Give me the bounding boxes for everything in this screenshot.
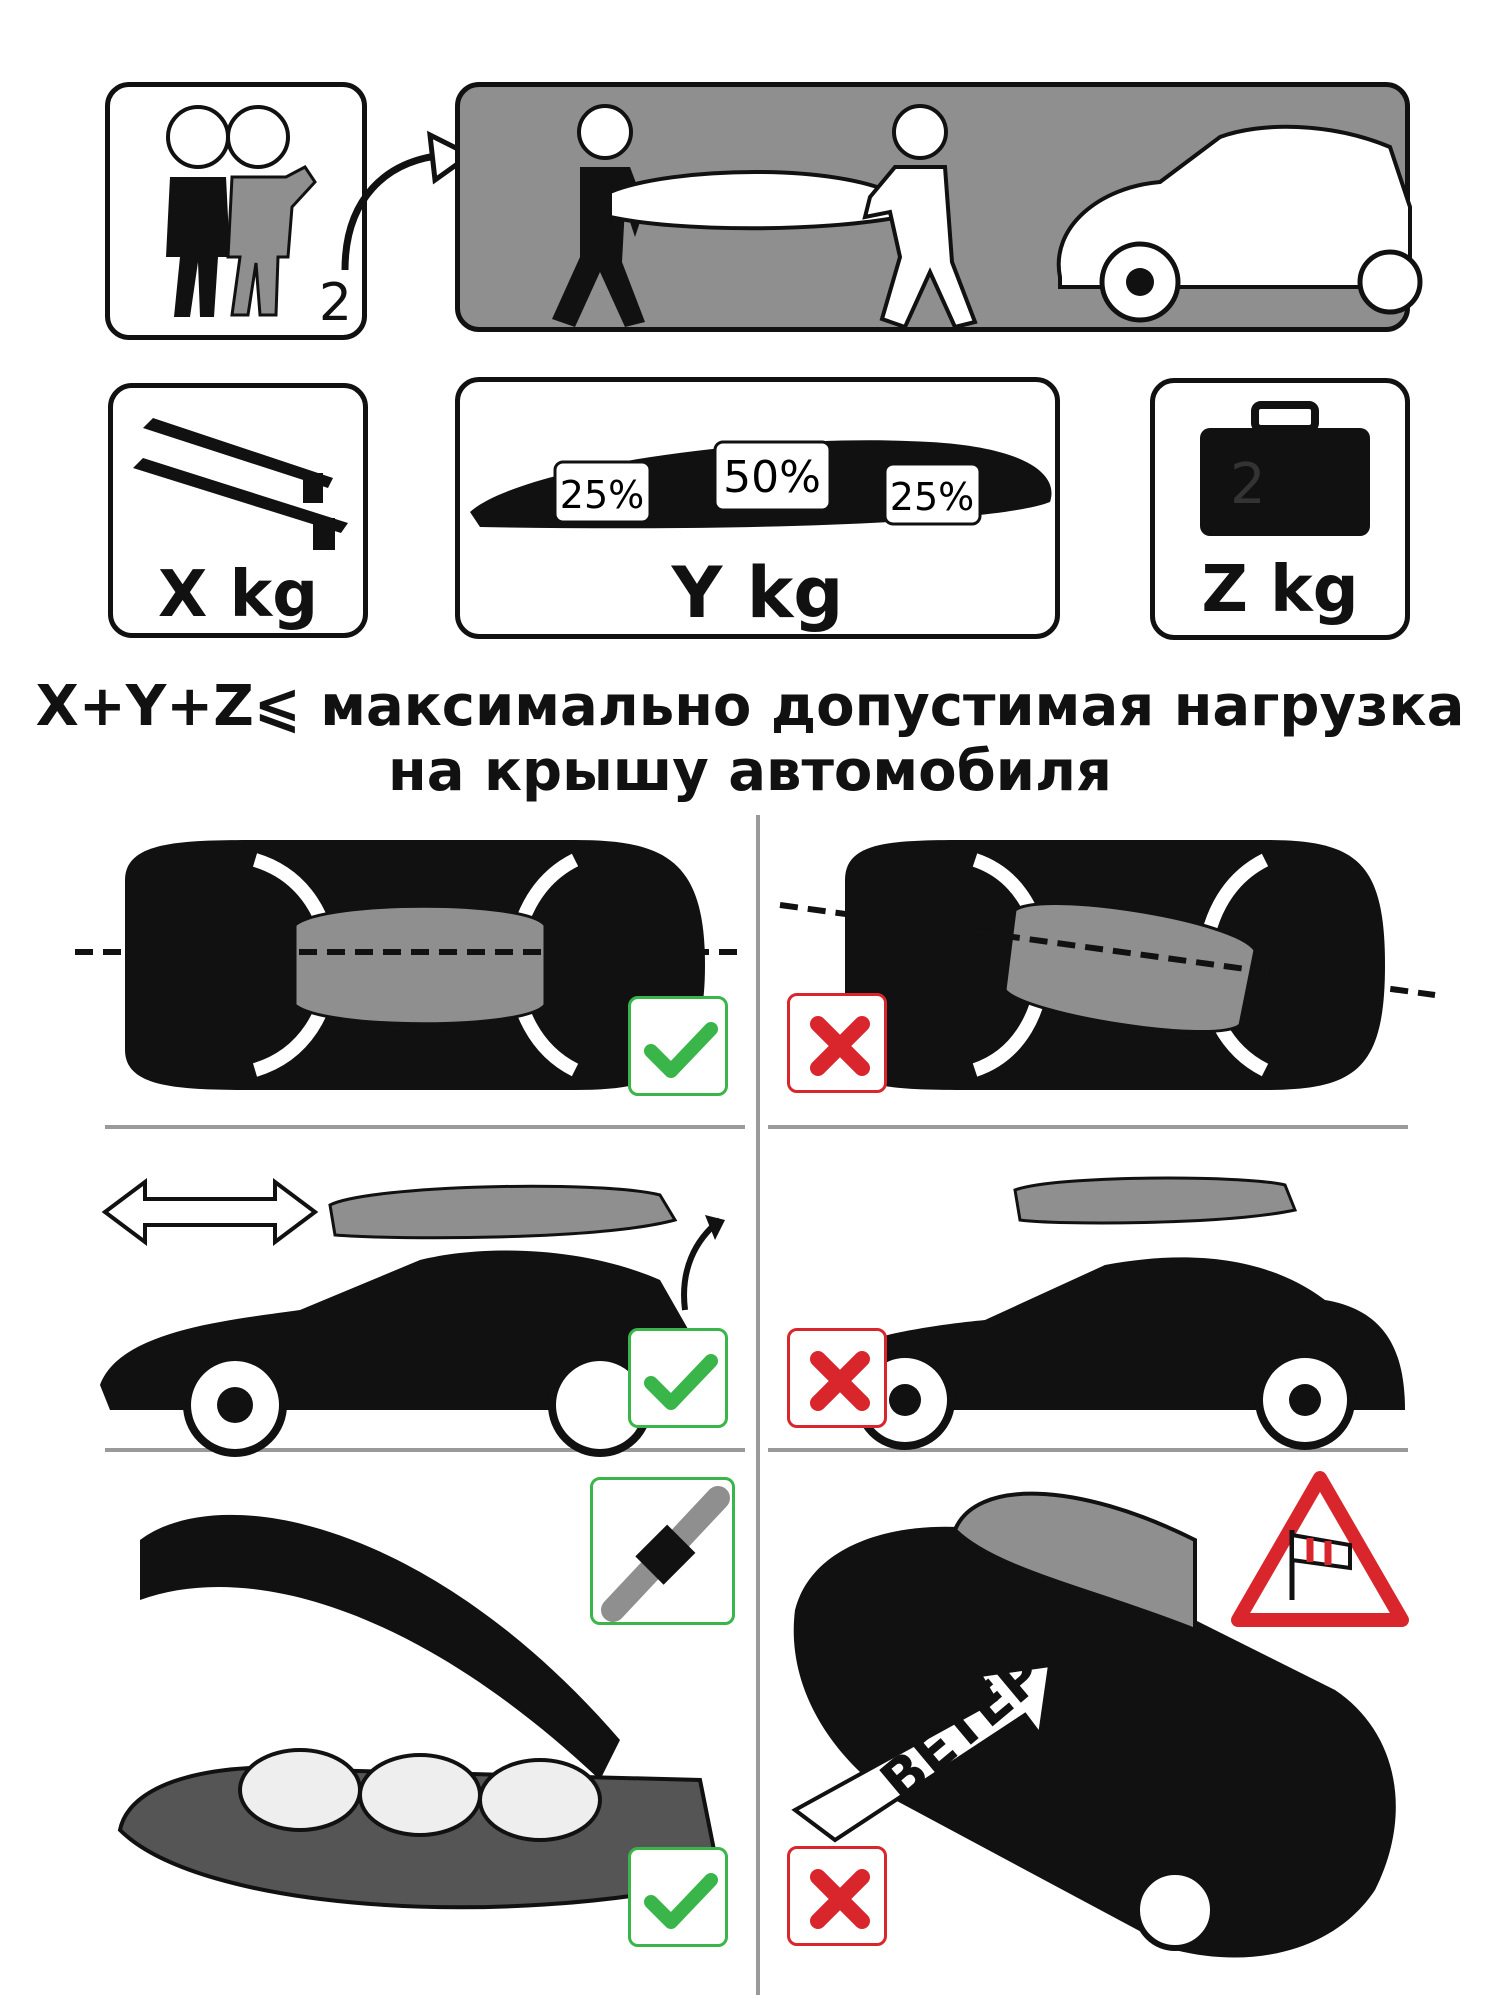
check-icon xyxy=(631,999,731,1099)
crosswind-warning-sign xyxy=(1230,1470,1410,1630)
carry-box-scene xyxy=(460,87,1415,337)
luggage-number: 2 xyxy=(1230,452,1266,517)
grid-vertical-divider xyxy=(756,815,760,1995)
curved-arrow-icon xyxy=(335,120,475,280)
incorrect-cross-1 xyxy=(787,993,887,1093)
correct-check-1 xyxy=(628,996,728,1096)
strap-panel xyxy=(590,1477,735,1625)
roof-box-panel xyxy=(455,377,1060,639)
incorrect-cross-2 xyxy=(787,1328,887,1428)
weight-share-front: 25% xyxy=(889,475,975,519)
cross-icon xyxy=(790,1849,890,1949)
check-icon xyxy=(631,1331,731,1431)
weight-share-center: 50% xyxy=(723,452,821,503)
box-weight-label: Y kg xyxy=(671,552,844,634)
roof-rack-panel xyxy=(108,383,368,638)
people-count: 2 xyxy=(318,273,352,333)
grid-divider-1 xyxy=(105,1125,745,1129)
grid-divider-1b xyxy=(768,1125,1408,1129)
luggage-weight-label: Z kg xyxy=(1201,553,1359,627)
cross-icon xyxy=(790,996,890,1096)
incorrect-cross-3 xyxy=(787,1846,887,1946)
luggage-panel xyxy=(1150,378,1410,640)
cross-icon xyxy=(790,1331,890,1431)
carry-box-panel xyxy=(455,82,1410,332)
correct-check-3 xyxy=(628,1847,728,1947)
correct-check-2 xyxy=(628,1328,728,1428)
rack-weight-label: X kg xyxy=(158,558,318,632)
max-load-formula-line1: X+Y+Z⩽ максимально допустимая нагрузка xyxy=(35,674,1465,739)
two-people-panel xyxy=(105,82,367,340)
max-load-formula-line2: на крышу автомобиля xyxy=(388,739,1112,804)
check-icon xyxy=(631,1850,731,1950)
buckle-strap-icon xyxy=(593,1480,738,1628)
weight-share-rear: 25% xyxy=(559,473,645,517)
wind-label: ВЕТЕР xyxy=(868,1642,1056,1814)
